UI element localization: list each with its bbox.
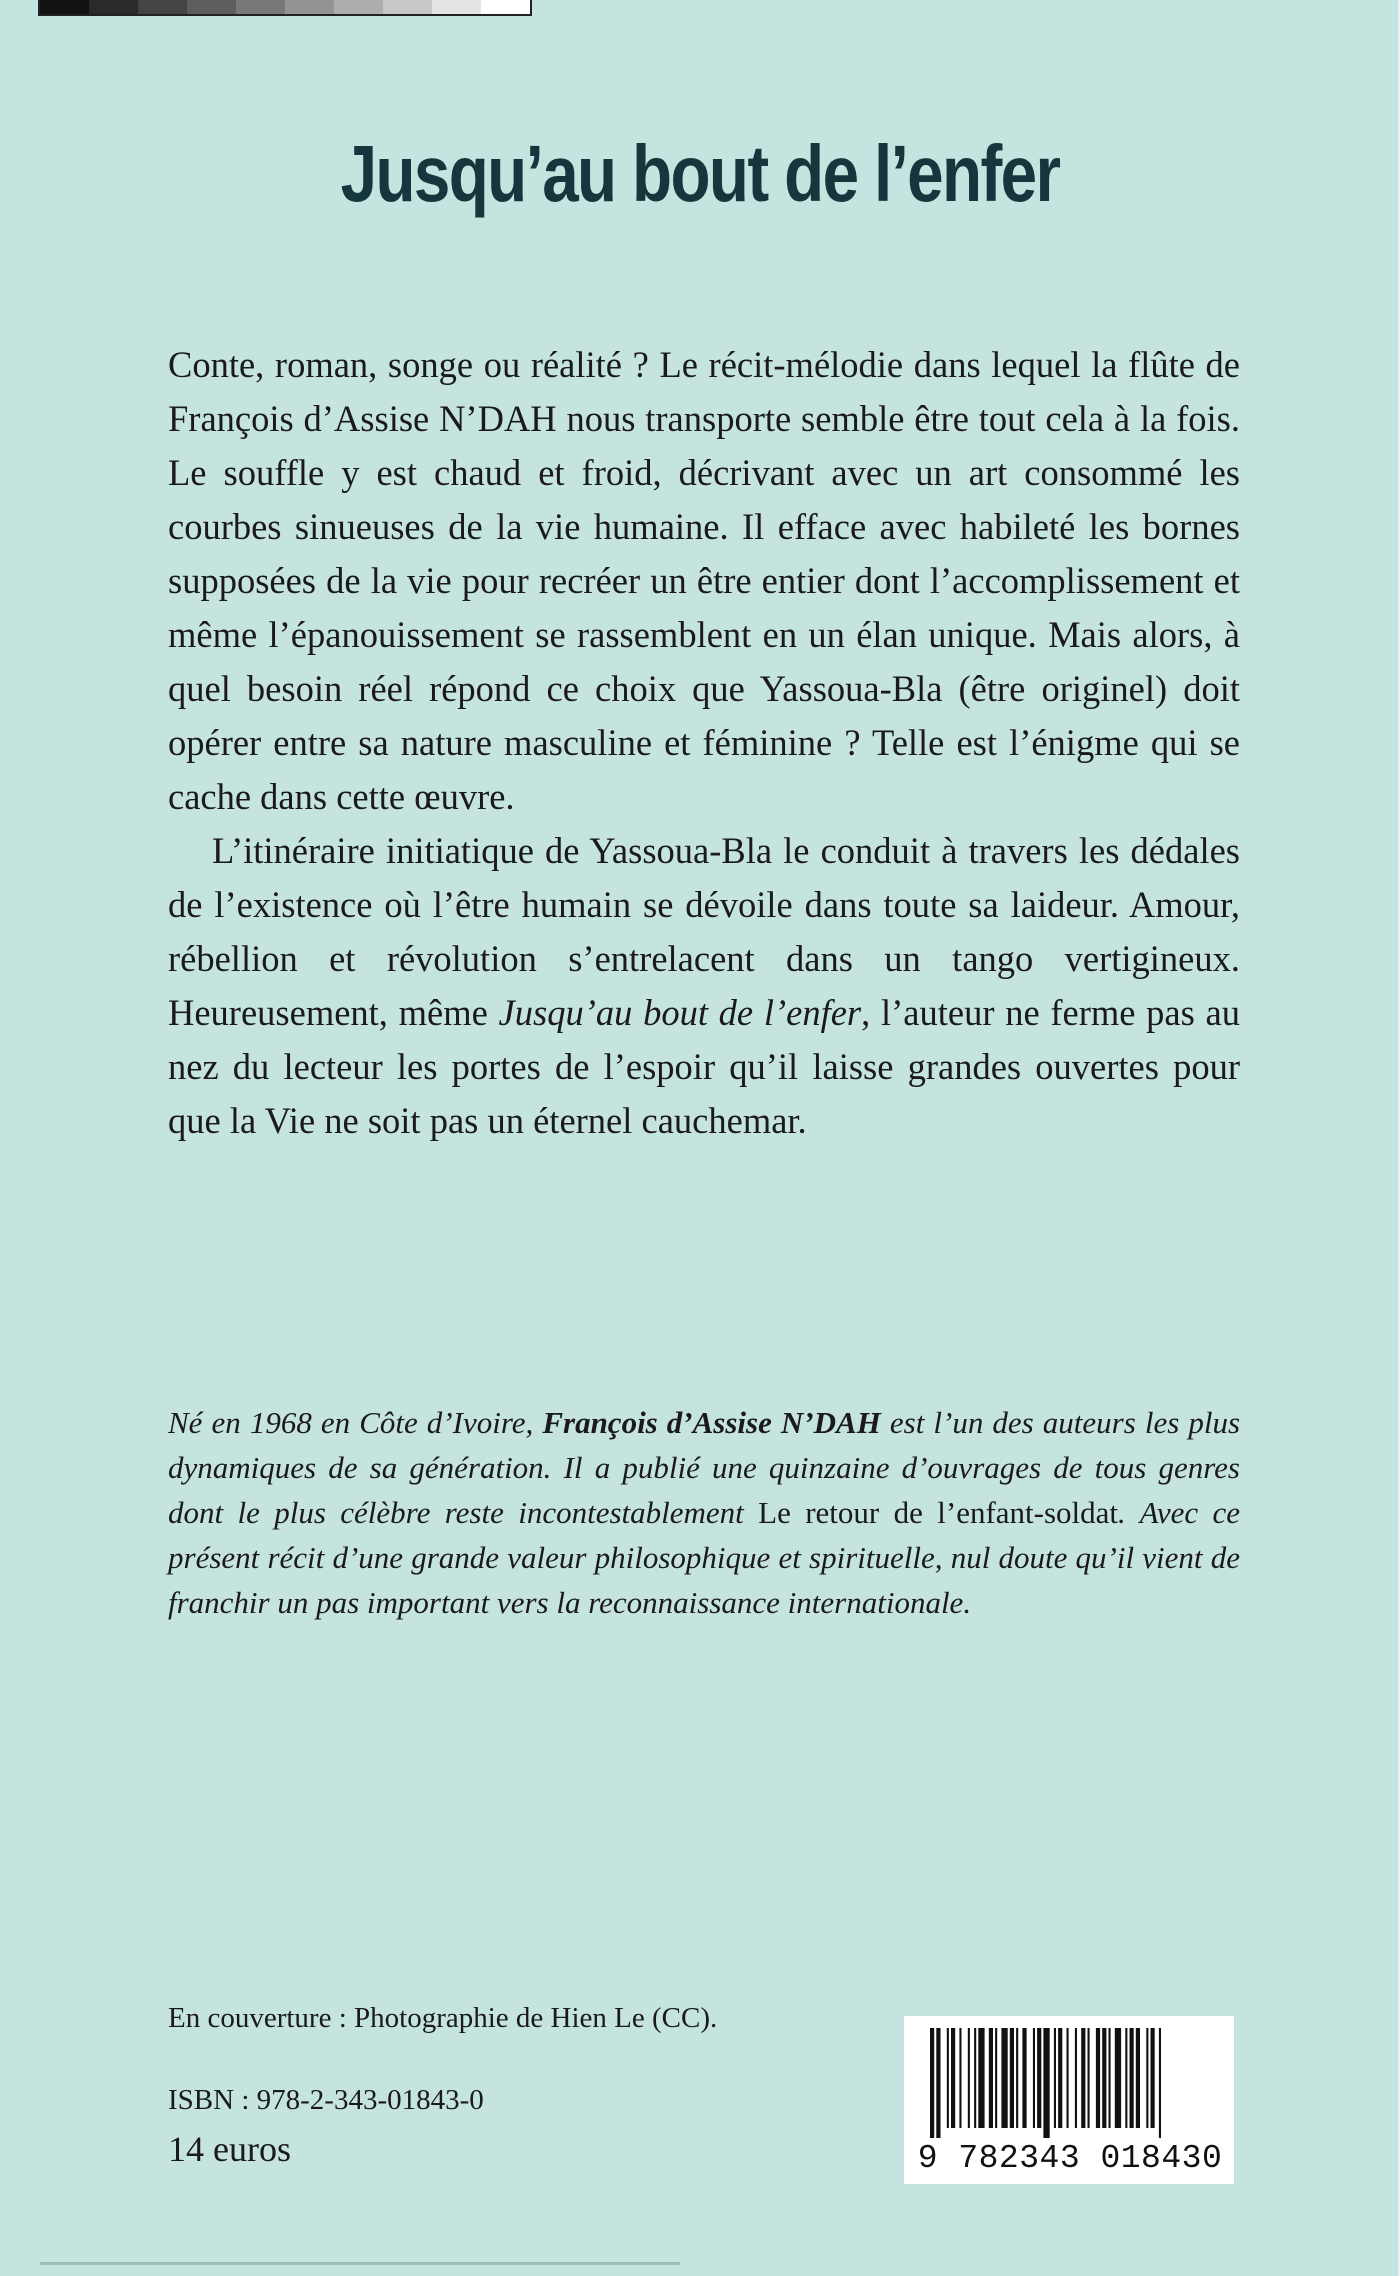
- barcode-bar: [978, 2028, 984, 2128]
- barcode-bar: [1001, 2028, 1007, 2128]
- isbn: ISBN : 978-2-343-01843-0: [168, 2084, 484, 2116]
- author-name: François d’Assise N’DAH: [542, 1405, 881, 1440]
- inline-book-title: Jusqu’au bout de l’enfer: [498, 992, 862, 1033]
- barcode-bar: [1151, 2028, 1155, 2128]
- barcode-bar: [1088, 2028, 1090, 2128]
- barcode-bar: [1159, 2028, 1161, 2138]
- barcode-bar: [1115, 2028, 1121, 2128]
- barcode-bar: [930, 2028, 934, 2138]
- summary-paragraph-2: L’itinéraire initiatique de Yassoua-Bla le conduit à travers les dédales de l’existence où l’être humain se dévoile dans toute sa laideur. Amour, rébellion et révolution s’entrelacent dans un tango vertigineux. Heureusement, même Jusqu’au bout de l’enfer, l’auteur ne ferme pas au nez du lecteur les portes de l’espoir qu’il laisse grandes ouvertes pour que la Vie ne soit pas un éternel cauchemar.: [168, 830, 1240, 1141]
- barcode-bar: [1058, 2028, 1062, 2128]
- barcode-bar: [951, 2028, 955, 2128]
- barcode-bar: [1010, 2028, 1014, 2128]
- price: 14 euros: [168, 2129, 291, 2169]
- barcode-bar: [1125, 2028, 1127, 2128]
- barcode-bar: [1033, 2028, 1035, 2128]
- barcode-bar: [1037, 2028, 1041, 2128]
- barcode-bar: [1067, 2028, 1069, 2128]
- barcode-bar: [1146, 2028, 1148, 2128]
- summary-paragraph-1: Conte, roman, songe ou réalité ? Le récit-mélodie dans lequel la flûte de François d’Assise N’DAH nous transporte semble être tout cela à la fois. Le souffle y est chaud et froid, décrivant avec un art consommé les courbes sinueuses de la vie humaine. Il efface avec habileté les bornes supposées de la vie pour recréer un être entier dont l’accomplissement et même l’épanouissement se rassemblent en un élan unique. Mais alors, à quel besoin réel répond ce choix que Yassoua-Bla (être originel) doit opérer entre sa nature masculine et féminine ? Telle est l’énigme qui se cache dans cette œuvre.: [168, 344, 1240, 817]
- barcode-bar: [1075, 2028, 1077, 2128]
- barcode-bar: [959, 2028, 961, 2128]
- barcode-bar: [974, 2028, 976, 2128]
- author-bio: Né en 1968 en Côte d’Ivoire, François d’Assise N’DAH est l’un des auteurs les plus dynamiques de sa génération. Il a publié une quinzaine d’ouvrages de tous genres dont le plus célèbre reste incontestablement Le retour de l’enfant-soldat. Avec ce présent récit d’une grande valeur philosophique et spirituelle, nul doute qu’il vient de franchir un pas important vers la reconnaissance internationale.: [168, 1405, 1241, 1620]
- barcode-digits: 9 782343 018430: [917, 2140, 1223, 2177]
- bottom-edge-strip: [40, 2262, 680, 2265]
- color-calibration-bar: [38, 0, 532, 16]
- barcode-bar: [1054, 2028, 1056, 2128]
- barcode-bar: [989, 2028, 993, 2128]
- barcode-bar: [1096, 2028, 1100, 2128]
- barcode-bar: [1081, 2028, 1085, 2128]
- barcode-bar: [1102, 2028, 1106, 2128]
- barcode-bar: [968, 2028, 970, 2128]
- barcode-bars: [924, 2028, 1214, 2138]
- barcode-bar: [936, 2028, 940, 2138]
- cover-photo-credit: En couverture : Photographie de Hien Le (CC).: [168, 2002, 718, 2034]
- book-summary: [168, 338, 1240, 1148]
- book-title: Jusqu’au bout de l’enfer: [340, 129, 1060, 218]
- barcode-bar: [1130, 2028, 1134, 2128]
- barcode-bar: [1043, 2028, 1049, 2138]
- barcode-bar: [947, 2028, 949, 2128]
- barcode-bar: [995, 2028, 997, 2128]
- barcode-bar: [1109, 2028, 1111, 2128]
- famous-work-title: Le retour de l’enfant-soldat: [758, 1495, 1119, 1530]
- barcode-bar: [1136, 2028, 1140, 2128]
- barcode-bar: [1016, 2028, 1018, 2128]
- barcode-bar: [1022, 2028, 1026, 2128]
- barcode: [904, 2016, 1234, 2184]
